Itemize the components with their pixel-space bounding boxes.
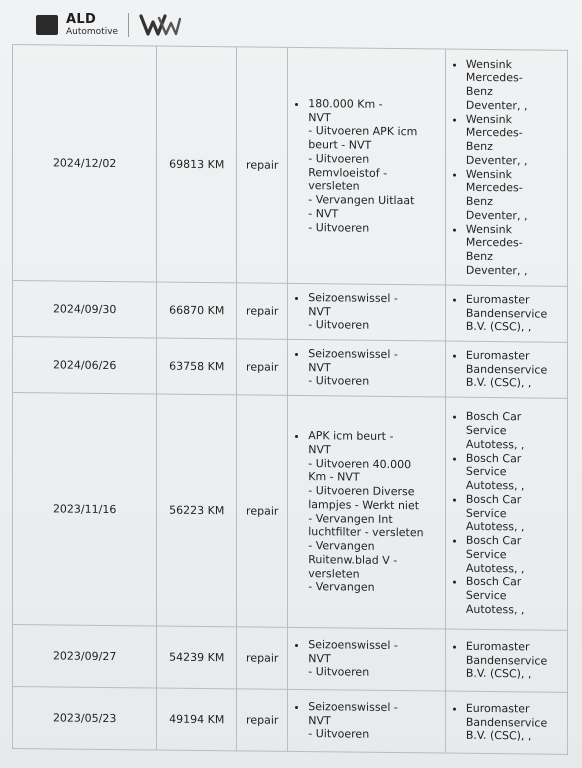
maintenance-rows (13, 45, 568, 755)
description-list (294, 700, 439, 743)
brand-name: ALD (66, 12, 97, 27)
ald-logo-square (36, 15, 58, 35)
row-date: 2024/06/26 (13, 337, 157, 395)
supplier-item: • Euromaster Bandenservice B.V. (CSC), , (466, 349, 561, 391)
supplier-item: • Bosch Car Service Autotess, , (466, 575, 561, 617)
row-mileage: 54239 KM (157, 626, 237, 689)
table-row (13, 281, 568, 343)
description-list (294, 97, 439, 236)
row-mileage: 66870 KM (157, 282, 237, 339)
row-suppliers (445, 397, 567, 630)
supplier-item: • Wensink Mercedes- Benz Deventer, , (466, 167, 561, 223)
row-mileage: 63758 KM (157, 338, 237, 395)
supplier-list (452, 348, 561, 390)
maintenance-history-table (12, 44, 568, 755)
partner-logo-icon (139, 13, 181, 37)
row-type: repair (237, 689, 288, 752)
row-type: repair (237, 283, 288, 340)
supplier-item: • Euromaster Bandenservice B.V. (CSC), , (466, 702, 561, 744)
brand-tagline: Automotive (66, 27, 119, 37)
table-row (13, 625, 568, 693)
description-item: • 180.000 Km - NVT - Uitvoeren APK icm beurt - NVT - Uitvoeren Remvloeistof - versleten - Vervangen Uitlaat - NVT - Uitvoeren (308, 97, 439, 236)
description-item: • APK icm beurt - NVT - Uitvoeren 40.000 Km - NVT - Uitvoeren Diverse lampjes - Werkt niet - Vervangen Int luchtfilter - versleten - Vervangen Ruitenw.blad V - versleten - Vervangen (308, 429, 439, 595)
row-mileage: 56223 KM (157, 394, 237, 627)
document-header (36, 10, 181, 40)
row-date: 2024/12/02 (13, 45, 157, 283)
row-suppliers (445, 341, 567, 398)
row-type: repair (237, 627, 288, 690)
table-row (13, 393, 568, 631)
row-date: 2024/09/30 (13, 281, 157, 339)
logo-divider (128, 13, 129, 37)
row-date: 2023/05/23 (13, 687, 157, 751)
row-date: 2023/09/27 (13, 625, 157, 689)
row-suppliers (445, 285, 567, 342)
description-list (294, 291, 439, 334)
row-description (288, 395, 446, 629)
description-item: • Seizoenswissel - NVT - Uitvoeren (308, 347, 439, 390)
supplier-item: • Wensink Mercedes- Benz Deventer, , (466, 112, 561, 168)
row-description (288, 283, 446, 341)
description-item: • Seizoenswissel - NVT - Uitvoeren (308, 291, 439, 334)
description-item: • Seizoenswissel - NVT - Uitvoeren (308, 700, 439, 743)
description-list (294, 638, 439, 681)
supplier-item: • Wensink Mercedes- Benz Deventer, , (466, 57, 561, 113)
supplier-item: • Euromaster Bandenservice B.V. (CSC), , (466, 293, 561, 335)
row-suppliers (445, 629, 567, 692)
supplier-item: • Bosch Car Service Autotess, , (466, 493, 561, 535)
supplier-item: • Bosch Car Service Autotess, , (466, 534, 561, 576)
description-list (294, 429, 439, 596)
row-mileage: 49194 KM (157, 688, 237, 751)
row-description (288, 339, 446, 397)
row-mileage: 69813 KM (157, 46, 237, 283)
supplier-list (452, 292, 561, 334)
row-description (288, 47, 446, 285)
supplier-list (452, 57, 561, 278)
row-date: 2023/11/16 (13, 393, 157, 627)
row-suppliers (445, 691, 567, 754)
description-item: • Seizoenswissel - NVT - Uitvoeren (308, 638, 439, 681)
supplier-list (452, 701, 561, 743)
description-list (294, 347, 439, 390)
supplier-list (452, 410, 561, 617)
row-description (288, 627, 446, 691)
supplier-item: • Bosch Car Service Autotess, , (466, 451, 561, 493)
supplier-list (452, 639, 561, 681)
supplier-item: • Bosch Car Service Autotess, , (466, 410, 561, 452)
row-type: repair (237, 395, 288, 628)
row-suppliers (445, 49, 567, 286)
table-row (13, 337, 568, 399)
row-type: repair (237, 339, 288, 396)
ald-logo-text (66, 13, 118, 37)
table-row (13, 687, 568, 755)
supplier-item: • Wensink Mercedes- Benz Deventer, , (466, 222, 561, 278)
row-description (288, 689, 446, 753)
supplier-item: • Euromaster Bandenservice B.V. (CSC), , (466, 640, 561, 682)
table-row (13, 45, 568, 287)
row-type: repair (237, 47, 288, 284)
